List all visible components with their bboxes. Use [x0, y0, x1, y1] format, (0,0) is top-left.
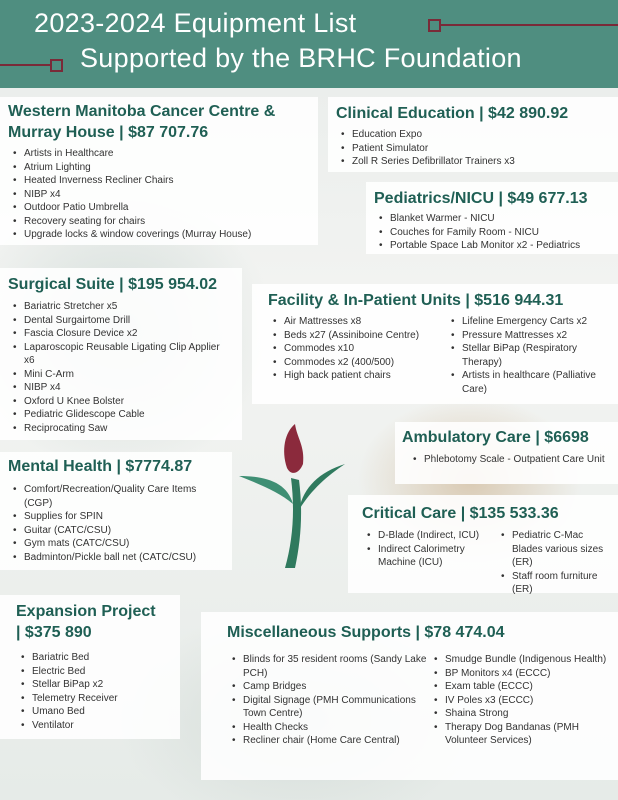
list-item: • Supplies for SPIN [24, 510, 226, 524]
list-item: • Zoll R Series Defibrillator Trainers x3 [352, 155, 612, 169]
item-list-right [496, 529, 614, 597]
list-item: • Therapy Dog Bandanas (PMH Volunteer Services) [445, 721, 612, 748]
decorative-line-right [437, 24, 618, 26]
section-surgical-suite [0, 268, 242, 440]
list-item: • Stellar BiPap (Respiratory Therapy) [462, 342, 612, 369]
section-facility-inpatient [252, 284, 618, 404]
header-banner [0, 0, 618, 88]
list-item: • Gym mats (CATC/CSU) [24, 537, 226, 551]
section-title: Facility & In-Patient Units | $516 944.31 [268, 292, 564, 309]
list-item: • IV Poles x3 (ECCC) [445, 694, 612, 708]
section-title: Mental Health | $7774.87 [8, 458, 193, 475]
list-item: • Ventilator [32, 719, 174, 733]
list-item: • Lifeline Emergency Carts x2 [462, 315, 612, 329]
section-title: Pediatrics/NICU | $49 677.13 [374, 190, 588, 207]
item-list [402, 453, 612, 467]
list-item: • NIBP x4 [24, 381, 224, 395]
list-item: • Pediatric C-Mac Blades various sizes (ER) [512, 529, 614, 570]
list-item: • Laparoscopic Reusable Ligating Clip Applier x6 [24, 341, 224, 368]
list-item: • Atrium Lighting [24, 161, 312, 175]
list-item: • Digital Signage (PMH Communications Town Centre) [243, 694, 429, 721]
page-title-line1: 2023-2024 Equipment List [34, 8, 357, 38]
item-list [8, 300, 224, 435]
list-item: • Pediatric Glidescope Cable [24, 408, 224, 422]
section-title: Miscellaneous Supports | $78 474.04 [227, 624, 505, 641]
item-list-left [268, 315, 446, 396]
list-item: • Blinds for 35 resident rooms (Sandy Lake PCH) [243, 653, 429, 680]
section-title: Ambulatory Care | $6698 [402, 429, 589, 446]
list-item: • Badminton/Pickle ball net (CATC/CSU) [24, 551, 226, 565]
list-item: • Commodes x10 [284, 342, 446, 356]
item-list [374, 212, 614, 253]
decorative-box-left [50, 59, 63, 72]
list-item: • Couches for Family Room - NICU [390, 226, 614, 240]
list-item: • Indirect Calorimetry Machine (ICU) [378, 543, 496, 570]
section-title-line2: | $375 890 [16, 624, 92, 641]
list-item: • Staff room furniture (ER) [512, 570, 614, 597]
list-item: • Stellar BiPap x2 [32, 678, 174, 692]
section-title-line2: Murray House | $87 707.76 [8, 124, 209, 141]
list-item: • Umano Bed [32, 705, 174, 719]
list-item: • Shaina Strong [445, 707, 612, 721]
list-item: • Beds x27 (Assiniboine Centre) [284, 329, 446, 343]
list-item: • Guitar (CATC/CSU) [24, 524, 226, 538]
list-item: • Mini C-Arm [24, 368, 224, 382]
list-item: • NIBP x4 [24, 188, 312, 202]
list-item: • Bariatric Stretcher x5 [24, 300, 224, 314]
list-item: • D-Blade (Indirect, ICU) [378, 529, 496, 543]
list-item: • Artists in Healthcare [24, 147, 312, 161]
list-item: • Reciprocating Saw [24, 422, 224, 436]
list-item: • High back patient chairs [284, 369, 446, 383]
list-item: • Dental Surgairtome Drill [24, 314, 224, 328]
list-item: • Education Expo [352, 128, 612, 142]
item-list [8, 147, 312, 242]
list-item: • Phlebotomy Scale - Outpatient Care Unit [424, 453, 612, 467]
list-item: • Recliner chair (Home Care Central) [243, 734, 429, 748]
list-item: • Outdoor Patio Umbrella [24, 201, 312, 215]
list-item: • Bariatric Bed [32, 651, 174, 665]
two-column-list [227, 653, 612, 748]
list-item: • Heated Inverness Recliner Chairs [24, 174, 312, 188]
list-item: • Oxford U Knee Bolster [24, 395, 224, 409]
item-list-left [227, 653, 429, 748]
decorative-line-left [0, 64, 52, 66]
list-item: • Exam table (ECCC) [445, 680, 612, 694]
item-list-right [429, 653, 612, 748]
list-item: • Smudge Bundle (Indigenous Health) [445, 653, 612, 667]
decorative-box-right [428, 19, 441, 32]
section-mental-health [0, 452, 232, 570]
section-critical-care [348, 495, 618, 593]
list-item: • Fascia Closure Device x2 [24, 327, 224, 341]
list-item: • Artists in healthcare (Palliative Care) [462, 369, 612, 396]
two-column-list [268, 315, 612, 396]
list-item: • Electric Bed [32, 665, 174, 679]
list-item: • Health Checks [243, 721, 429, 735]
list-item: • Patient Simulator [352, 142, 612, 156]
item-list [336, 128, 612, 169]
list-item: • Air Mattresses x8 [284, 315, 446, 329]
list-item: • Upgrade locks & window coverings (Murray House) [24, 228, 312, 242]
item-list-right [446, 315, 612, 396]
page-title-line2: Supported by the BRHC Foundation [80, 43, 522, 73]
section-pediatrics-nicu [366, 182, 618, 254]
two-column-list [362, 529, 614, 597]
list-item: • Pressure Mattresses x2 [462, 329, 612, 343]
section-expansion-project [0, 595, 180, 739]
section-title-line1: Expansion Project [16, 603, 156, 620]
section-title: Clinical Education | $42 890.92 [336, 105, 569, 122]
section-title-line1: Western Manitoba Cancer Centre & [8, 103, 276, 120]
list-item: • Telemetry Receiver [32, 692, 174, 706]
item-list-left [362, 529, 496, 597]
list-item: • Commodes x2 (400/500) [284, 356, 446, 370]
item-list [16, 651, 174, 732]
item-list [8, 483, 226, 564]
section-miscellaneous-supports [201, 612, 618, 780]
section-title: Surgical Suite | $195 954.02 [8, 276, 218, 293]
section-clinical-education [328, 97, 618, 172]
section-western-manitoba [0, 97, 318, 245]
section-title: Critical Care | $135 533.36 [362, 505, 559, 522]
list-item: • Portable Space Lab Monitor x2 - Pediatrics [390, 239, 614, 253]
section-ambulatory-care [395, 422, 618, 484]
list-item: • Comfort/Recreation/Quality Care Items (CGP) [24, 483, 226, 510]
list-item: • Recovery seating for chairs [24, 215, 312, 229]
list-item: • Blanket Warmer - NICU [390, 212, 614, 226]
tulip-logo-icon [235, 420, 355, 570]
list-item: • Camp Bridges [243, 680, 429, 694]
list-item: • BP Monitors x4 (ECCC) [445, 667, 612, 681]
